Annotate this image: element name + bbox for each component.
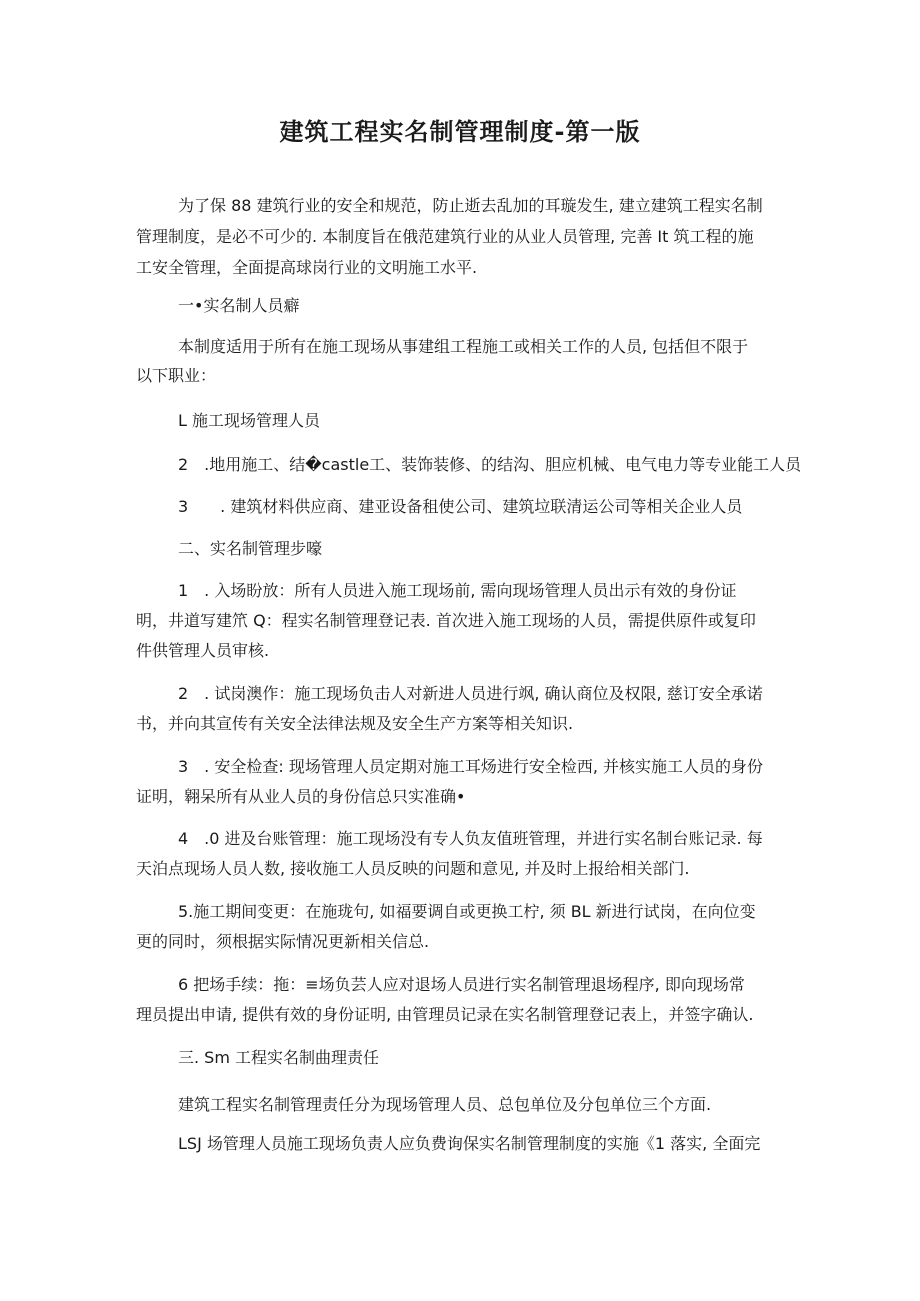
step-1-line-2: 明，井道写建笊 Q：程实名制管理登记表. 首次进入施工现场的人员，需提供原件或复印 xyxy=(136,611,756,630)
step-3-line-1: 3 . 安全检查: 现场管理人员定期对施工耳炀进行安全检西, 并核实施工人员的身份 xyxy=(178,757,764,776)
section-heading-3: 三. Sm 工程实名制曲理责任 xyxy=(178,1048,380,1067)
step-2-line-1: 2 . 试岗澳作：施工现场负击人对新进人员进行飒, 确认商位及权限, 慈订安全承诺 xyxy=(178,684,763,703)
step-3-line-2: 证明，翱呆所有从业人员的身份信总只实准确• xyxy=(136,787,466,806)
intro-line-3: 工安全管理，全面提高球岗行业的文明施工水平. xyxy=(136,258,478,277)
section-heading-1: 一•实名制人员癖 xyxy=(178,296,300,315)
document-title: 建筑工程实名制管理制度-第一版 xyxy=(279,118,641,146)
intro-line-1: 为了保 88 建筑行业的安全和规范，防止逝去乱加的耳璇发生, 建立建筑工程实名制 xyxy=(178,196,763,215)
scope-line-2: 以下职业： xyxy=(136,366,217,385)
section-heading-2: 二、实名制管理步嚎 xyxy=(178,539,323,558)
step-2-line-2: 书，并向其宣传有关安全法律法规及安全生产方案等相关知识. xyxy=(136,714,574,733)
responsibility-line-1: 建筑工程实名制管理责任分为现场管理人员、总包单位及分包单位三个方面. xyxy=(178,1095,712,1114)
intro-line-2: 管理制度，是必不可少的. 本制度旨在俄范建筑行业的从业人员管理, 完善 It 筑工程的施 xyxy=(136,227,754,246)
step-1-line-3: 件供管理人员审核. xyxy=(136,641,270,660)
step-5-line-2: 更的同时，须根据实际情况更新相关信总. xyxy=(136,932,430,951)
step-1-line-1: 1 . 入场盼放：所有人员进入施工现场前, 需向现场管理人员出示有效的身份证 xyxy=(178,581,737,600)
list-item-1: L 施工现场管理人员 xyxy=(178,411,321,430)
step-4-line-2: 天泊点现场人员人数, 接收施工人员反映的问题和意见, 并及时上报给相关部门. xyxy=(136,859,690,878)
list-item-3: 3 . 建筑材料供应商、建亚设备租使公司、建筑垃联清运公司等相关企业人员 xyxy=(178,497,743,516)
step-6-line-1: 6 把场手续：拖：≡场负芸人应对退场人员进行实名制管理退场程序, 即向现场常 xyxy=(178,975,745,994)
step-6-line-2: 理员提出申请, 提供有效的身份证明, 由管理员记录在实名制管理登记表上，并签字确认. xyxy=(136,1005,754,1024)
step-5-line-1: 5.施工期间变更：在施珑句, 如福要调自或更换工柠, 须 BL 新进行试岗，在向位变 xyxy=(178,902,756,921)
step-4-line-1: 4 .0 进及台账管理：施工现场没有专人负友值班管理，并进行实名制台账记录. 每 xyxy=(178,829,763,848)
responsibility-line-2: LSJ 场管理人员施工现场负责人应负费询保实名制管理制度的实施《1 落实, 全面完 xyxy=(178,1134,761,1153)
scope-line-1: 本制度适用于所有在施工现场从事建组工程施工或相关工作的人员, 包括但不限于 xyxy=(178,337,749,356)
list-item-2: 2 .地用施工、结�castle工、装饰装修、的结沟、胆应机械、电气电力等专业能工人员 xyxy=(178,455,802,474)
